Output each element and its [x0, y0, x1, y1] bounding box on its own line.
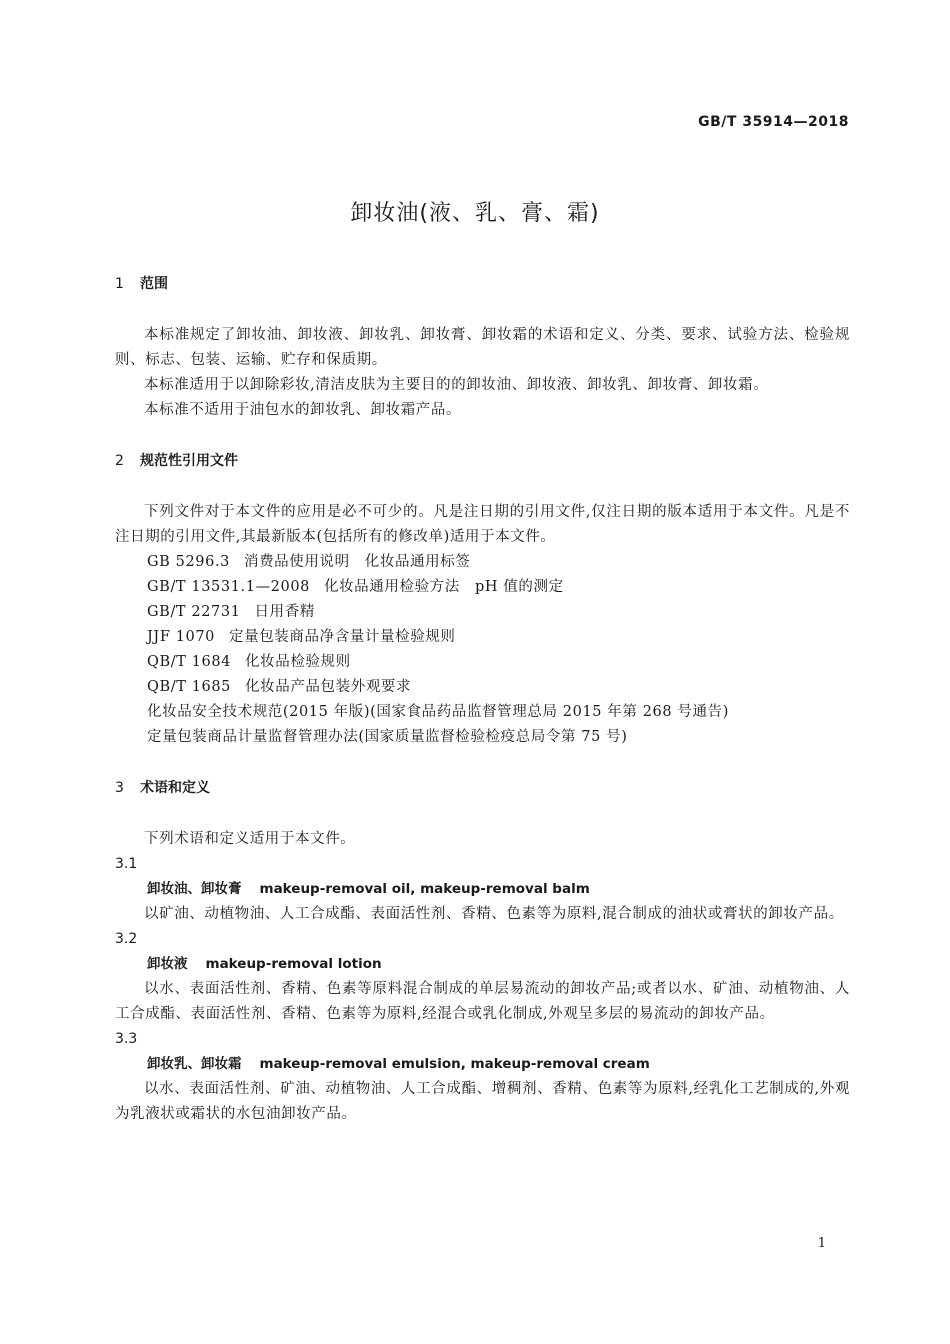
- term-definition: 以矿油、动植物油、人工合成酯、表面活性剂、香精、色素等为原料,混合制成的油状或膏状的卸妆产品。: [144, 906, 844, 922]
- section-number: 3: [115, 780, 124, 796]
- section-heading-normative-references: [115, 449, 850, 474]
- term-definition: 以水、表面活性剂、香精、色素等原料混合制成的单层易流动的卸妆产品;或者以水、矿油、动植物油、人工合成酯、表面活性剂、香精、色素等为原料,经混合或乳化制成,外观呈多层的易流动的卸妆产品。: [115, 981, 850, 1022]
- paragraph: 本标准不适用于油包水的卸妆乳、卸妆霜产品。: [144, 402, 462, 418]
- term-english: makeup-removal oil, makeup-removal balm: [259, 881, 590, 897]
- reference-item: [115, 575, 850, 600]
- reference-title: 化妆品通用检验方法 pH 值的测定: [323, 579, 564, 595]
- term-chinese: 卸妆乳、卸妆霜: [147, 1056, 242, 1072]
- page-number: 1: [817, 1236, 826, 1251]
- reference-title: 日用香精: [254, 604, 315, 620]
- term-definition: 以水、表面活性剂、矿油、动植物油、人工合成酯、增稠剂、香精、色素等为原料,经乳化工艺制成的,外观为乳液状或霜状的水包油卸妆产品。: [115, 1081, 850, 1122]
- section-heading-scope: [115, 272, 850, 297]
- reference-code: QB/T 1684: [147, 654, 232, 670]
- paragraph: 本标准适用于以卸除彩妆,清洁皮肤为主要目的的卸妆油、卸妆液、卸妆乳、卸妆膏、卸妆霜。: [144, 377, 769, 393]
- section-number: 2: [115, 453, 124, 469]
- term-entry: [115, 877, 850, 902]
- document-title: 卸妆油(液、乳、膏、霜): [350, 201, 600, 226]
- section-title: 规范性引用文件: [140, 453, 238, 469]
- section-title: 范围: [140, 276, 168, 292]
- section-title: 术语和定义: [140, 780, 210, 796]
- section-number: 1: [115, 276, 124, 292]
- reference-item: [115, 550, 850, 575]
- clause-number: 3.3: [115, 1031, 138, 1047]
- reference-item: [115, 725, 850, 750]
- term-chinese: 卸妆液: [147, 956, 188, 972]
- reference-code: JJF 1070: [147, 629, 215, 645]
- section-heading-terms-definitions: [115, 776, 850, 801]
- reference-code: GB/T 13531.1—2008: [147, 579, 310, 595]
- reference-item: [115, 650, 850, 675]
- term-entry: [115, 952, 850, 977]
- reference-item: [115, 700, 850, 725]
- reference-title: 消费品使用说明 化妆品通用标签: [243, 554, 471, 570]
- reference-title: 定量包装商品净含量计量检验规则: [229, 629, 456, 645]
- reference-code: GB/T 22731: [147, 604, 241, 620]
- reference-code: GB 5296.3: [147, 554, 230, 570]
- reference-item: [115, 625, 850, 650]
- reference-title: 化妆品产品包装外观要求: [245, 679, 412, 695]
- term-entry: [115, 1052, 850, 1077]
- reference-code: QB/T 1685: [147, 679, 232, 695]
- reference-item: [115, 600, 850, 625]
- paragraph: 本标准规定了卸妆油、卸妆液、卸妆乳、卸妆膏、卸妆霜的术语和定义、分类、要求、试验方法、检验规则、标志、包装、运输、贮存和保质期。: [115, 327, 850, 368]
- paragraph: 下列术语和定义适用于本文件。: [144, 831, 356, 847]
- clause-number: 3.2: [115, 931, 138, 947]
- term-english: makeup-removal lotion: [205, 956, 382, 972]
- paragraph: 下列文件对于本文件的应用是必不可少的。凡是注日期的引用文件,仅注日期的版本适用于本文件。凡是不注日期的引用文件,其最新版本(包括所有的修改单)适用于本文件。: [115, 504, 850, 545]
- reference-title: 化妆品检验规则: [245, 654, 351, 670]
- term-english: makeup-removal emulsion, makeup-removal cream: [259, 1056, 650, 1072]
- clause-number: 3.1: [115, 856, 138, 872]
- term-chinese: 卸妆油、卸妆膏: [147, 881, 242, 897]
- reference-title: 化妆品安全技术规范(2015 年版)(国家食品药品监督管理总局 2015 年第 268 号通告): [147, 704, 729, 720]
- document-body: [115, 272, 850, 1127]
- standard-code: GB/T 35914—2018: [698, 114, 849, 130]
- reference-title: 定量包装商品计量监督管理办法(国家质量监督检验检疫总局令第 75 号): [147, 729, 628, 745]
- reference-item: [115, 675, 850, 700]
